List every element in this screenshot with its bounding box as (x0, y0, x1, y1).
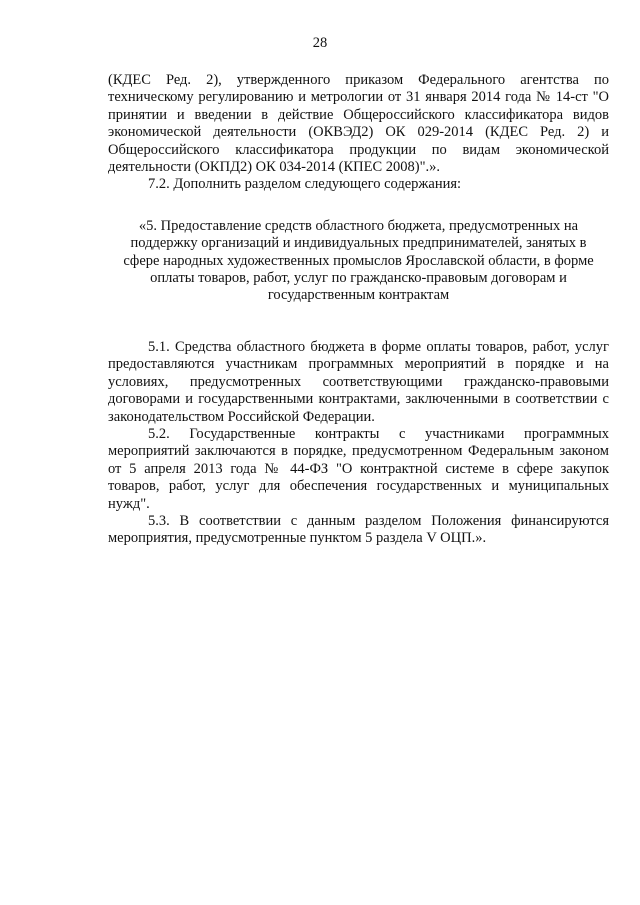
paragraph-7-2: 7.2. Дополнить разделом следующего содержания: (148, 176, 462, 193)
page-number: 28 (312, 35, 328, 51)
document-body (108, 72, 609, 548)
paragraph-continuation: (КДЕС Ред. 2), утвержденного приказом Федерального агентства по техническому регулированию и метрологии от 31 января 2014 года № 14-ст "О принятии и введении в действие Общероссийского классификатора видов экономической деятельности (ОКВЭД2) ОК 029-2014 (КДЕС Ред. 2) и Общероссийского классификатора продукции по видам экономической деятельности (ОКПД2) ОК 034-2014 (КПЕС 2008)".». (108, 72, 609, 176)
paragraph-5-1: 5.1. Средства областного бюджета в форме оплаты товаров, работ, услуг предоставляются участникам программных мероприятий в порядке и на условиях, предусмотренных соответствующими гражданско-правовыми договорами и государственными контрактами, заключенными в соответствии с законодательством Российской Федерации. (108, 338, 609, 425)
section-heading: «5. Предоставление средств областного бюджета, предусмотренных на поддержку организаций и индивидуальных предпринимателей, занятых в сфере народных художественных промыслов Ярославской области, в форме оплаты товаров, работ, услуг по гражданско-правовым договорам и государственным контрактам (123, 217, 594, 304)
paragraph-5-2: 5.2. Государственные контракты с участниками программных мероприятий заключаются в порядке, предусмотренном Федеральным законом от 5 апреля 2013 года № 44-ФЗ "О контрактной системе в сфере закупок товаров, работ, услуг для обеспечения государственных и муниципальных нужд". (108, 425, 609, 512)
paragraph-5-3: 5.3. В соответствии с данным разделом Положения финансируются мероприятия, предусмотренные пунктом 5 раздела V ОЦП.». (108, 512, 609, 547)
section-spacer (108, 305, 609, 339)
